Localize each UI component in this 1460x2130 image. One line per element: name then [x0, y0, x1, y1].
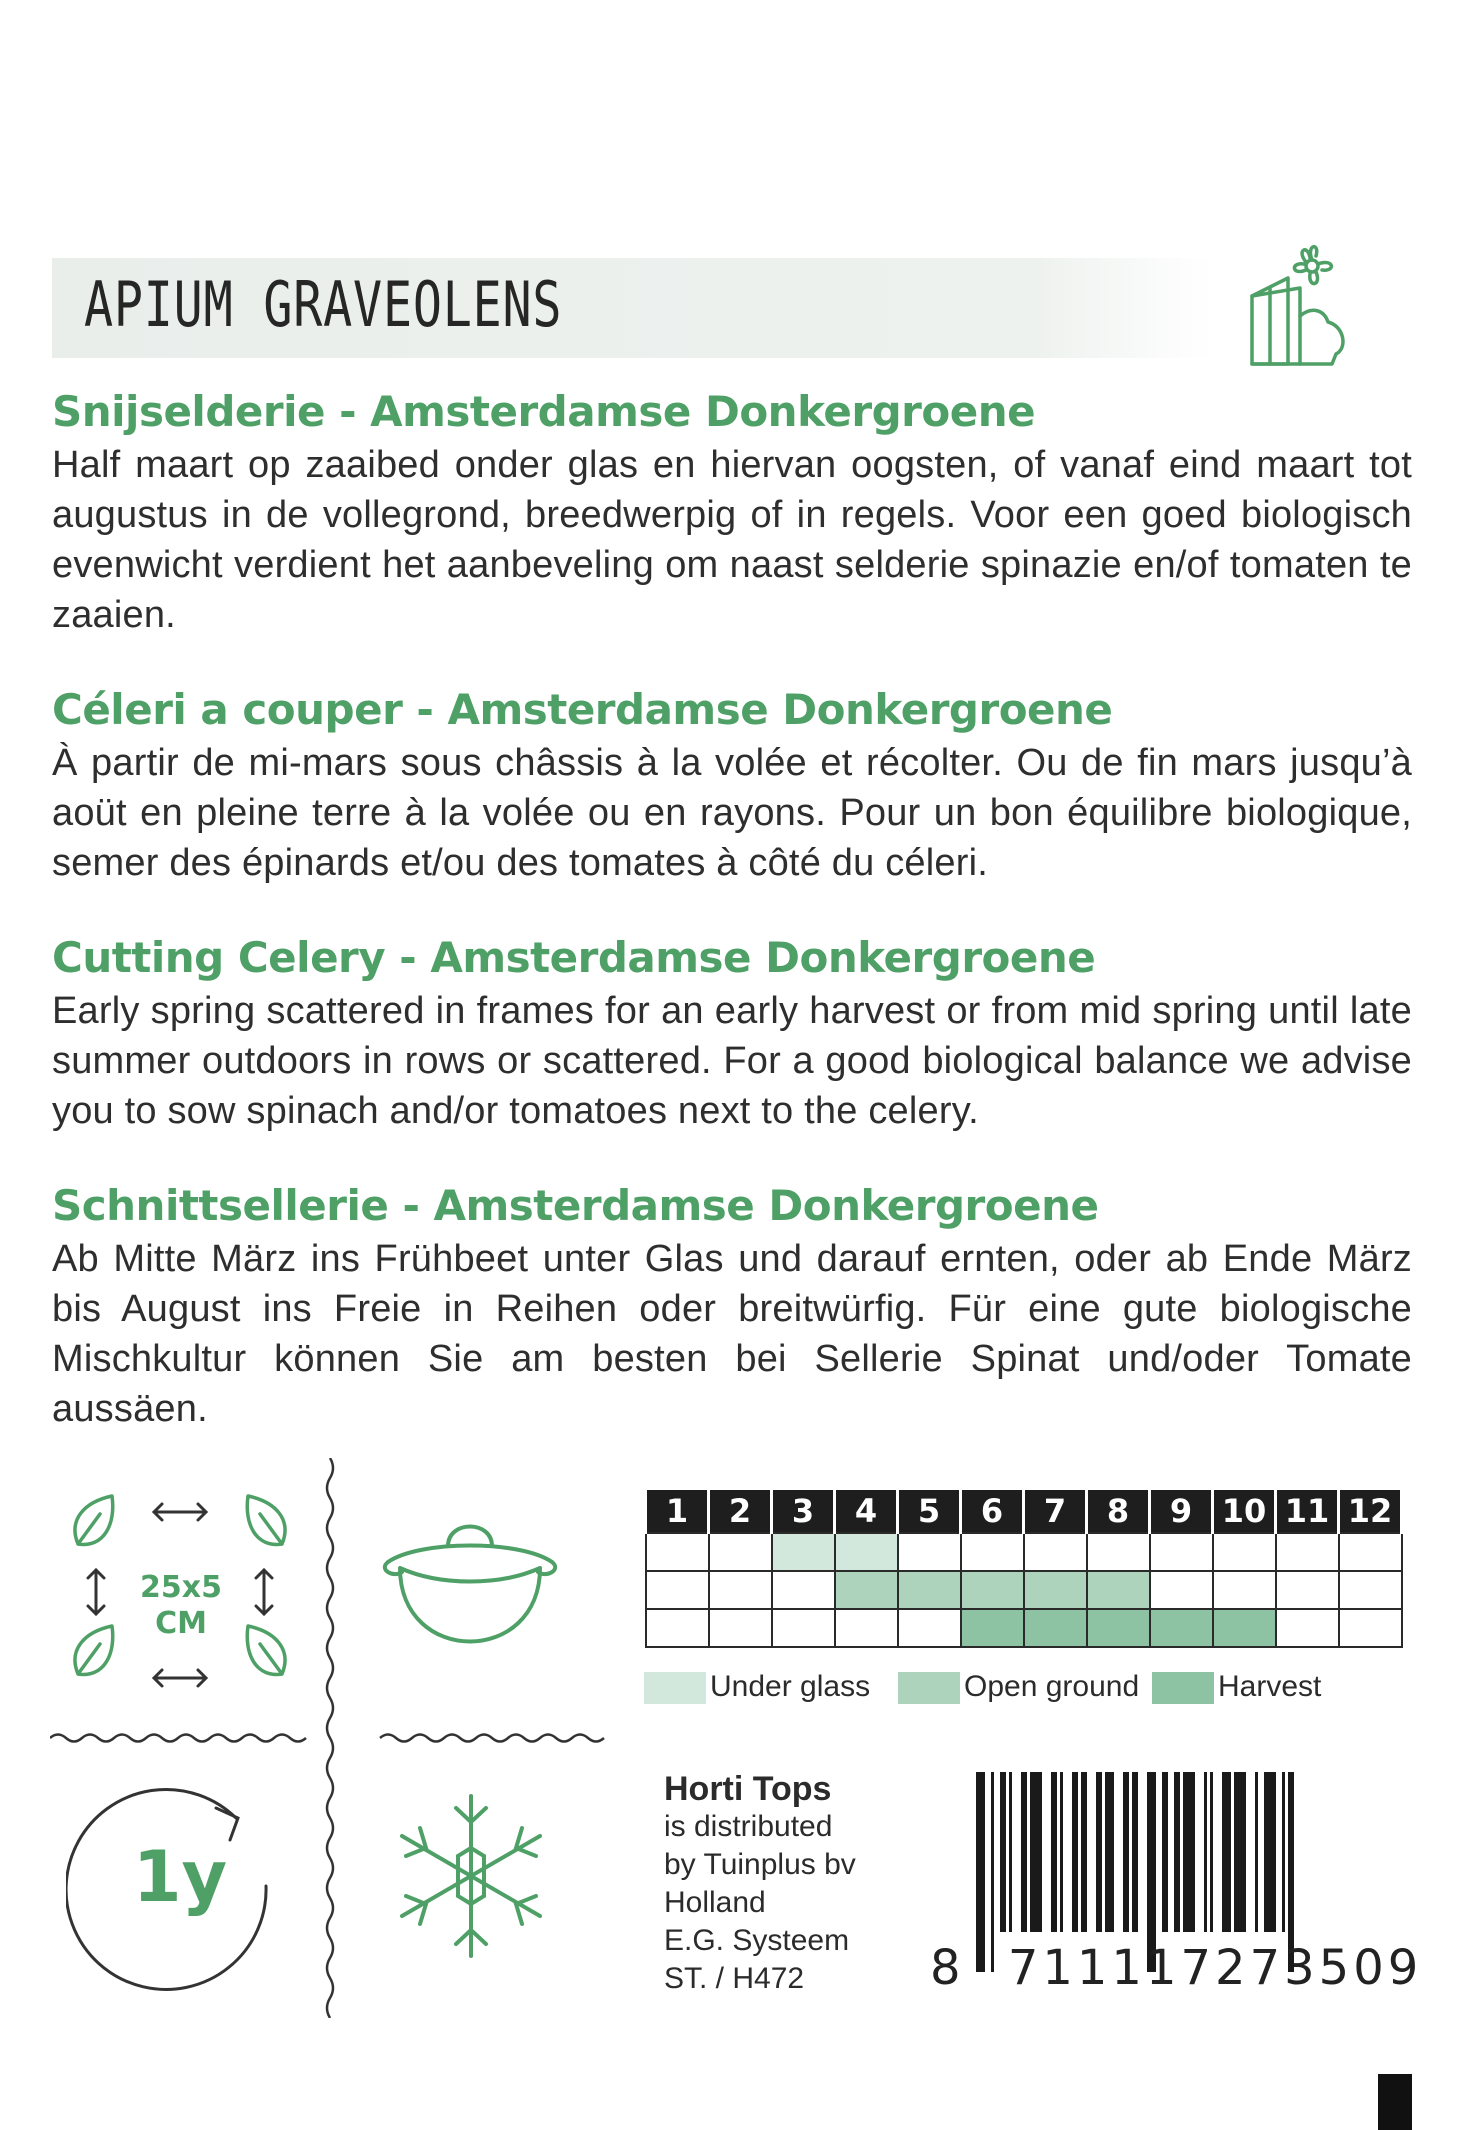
calendar-month-12: 12 — [1339, 1490, 1402, 1533]
legend-swatch-under-glass — [644, 1672, 706, 1704]
calendar-cell — [898, 1571, 961, 1609]
spacing-label-top: 25x5 — [140, 1570, 222, 1605]
calendar-cell — [1339, 1609, 1402, 1647]
barcode-bar — [1174, 1772, 1180, 1932]
greenhouse-flower-icon — [1240, 236, 1370, 376]
barcode-bar — [1009, 1772, 1012, 1932]
barcode-bar — [1132, 1772, 1138, 1932]
section-title-dutch: Snijselderie - Amsterdamse Donkergroene — [52, 387, 1036, 436]
calendar-cell — [1024, 1533, 1087, 1571]
section-body-german: Ab Mitte März ins Frühbeet unter Glas und darauf ernten, oder ab Ende März bis August ins Freie in Reihen oder breitwürfig. Für eine gute biologische Mischkultur können Sie am besten bei Sellerie Spinat und/oder Tomate aussäen. — [52, 1238, 1412, 1430]
calendar-cell — [1087, 1571, 1150, 1609]
barcode-bar — [1162, 1772, 1168, 1932]
section-body-french: À partir de mi-mars sous châssis à la volée et récolter. Ou de fin mars jusqu’à aoüt en pleine terre à la volée ou en rayons. Pour un bon équilibre biologique, semer des épinards et/ou des tomates à côté du céleri. — [52, 742, 1412, 884]
calendar-cell — [1339, 1571, 1402, 1609]
calendar-month-5: 5 — [898, 1490, 961, 1533]
calendar-month-9: 9 — [1150, 1490, 1213, 1533]
calendar-cell — [772, 1533, 835, 1571]
calendar-cell — [1213, 1533, 1276, 1571]
distributor-line-3: Holland — [664, 1886, 766, 1919]
legend-label-harvest: Harvest — [1218, 1670, 1322, 1703]
barcode-bar — [1123, 1772, 1129, 1932]
distributor-line-5: ST. / H472 — [664, 1962, 805, 1995]
legend-harvest — [1152, 1670, 1321, 1704]
legend-under-glass — [644, 1670, 870, 1704]
barcode-bar — [1030, 1772, 1042, 1932]
calendar-month-2: 2 — [709, 1490, 772, 1533]
snowflake-icon — [386, 1786, 556, 1966]
calendar-month-10: 10 — [1213, 1490, 1276, 1533]
section-dutch — [52, 384, 1412, 640]
calendar-cell — [961, 1533, 1024, 1571]
lifecycle-label: 1y — [132, 1836, 228, 1918]
section-french — [52, 682, 1412, 888]
calendar-cell — [1150, 1533, 1213, 1571]
legend-label-open-ground: Open ground — [964, 1670, 1140, 1703]
calendar-cell — [646, 1609, 709, 1647]
calendar-cell — [1213, 1571, 1276, 1609]
barcode-bar — [1183, 1772, 1195, 1932]
barcode-bar — [1072, 1772, 1078, 1932]
calendar-month-1: 1 — [646, 1490, 709, 1533]
calendar-cell — [772, 1609, 835, 1647]
calendar-month-6: 6 — [961, 1490, 1024, 1533]
calendar-cell — [1150, 1609, 1213, 1647]
pot-icon — [380, 1516, 560, 1676]
latin-name: APIUM GRAVEOLENS — [84, 268, 563, 341]
calendar-cell — [1087, 1609, 1150, 1647]
legend-swatch-harvest — [1152, 1672, 1214, 1704]
barcode-bar — [1081, 1772, 1087, 1932]
distributor-line-4: E.G. Systeem — [664, 1924, 850, 1957]
calendar-month-8: 8 — [1087, 1490, 1150, 1533]
calendar-cell — [1024, 1571, 1087, 1609]
barcode-number — [930, 1940, 1422, 1996]
barcode-bar — [1222, 1772, 1231, 1932]
barcode-bar — [1210, 1772, 1213, 1932]
calendar-cell — [646, 1571, 709, 1609]
divider-horizontal — [50, 1728, 610, 1748]
calendar-row-under-glass — [646, 1533, 1402, 1571]
corner-mark — [1378, 2074, 1412, 2130]
barcode-bar — [1060, 1772, 1063, 1932]
section-german — [52, 1178, 1412, 1434]
calendar-month-4: 4 — [835, 1490, 898, 1533]
calendar-cell — [961, 1571, 1024, 1609]
barcode-bar — [1204, 1772, 1207, 1932]
calendar-cell — [835, 1533, 898, 1571]
calendar-cell — [1276, 1571, 1339, 1609]
barcode-digits-right: 273509 — [1215, 1940, 1423, 1996]
sowing-calendar — [644, 1490, 1403, 1648]
section-title-english: Cutting Celery - Amsterdamse Donkergroene — [52, 933, 1096, 982]
calendar-cell — [1150, 1571, 1213, 1609]
calendar-cell — [772, 1571, 835, 1609]
barcode-bar — [1255, 1772, 1258, 1932]
spacing-label-bottom: CM — [155, 1606, 207, 1641]
calendar-cell — [1024, 1609, 1087, 1647]
legend-swatch-open-ground — [898, 1672, 960, 1704]
section-english — [52, 930, 1412, 1136]
calendar-cell — [646, 1533, 709, 1571]
calendar-month-3: 3 — [772, 1490, 835, 1533]
barcode-bar — [1021, 1772, 1027, 1932]
barcode-bar — [1234, 1772, 1246, 1932]
section-title-french: Céleri a couper - Amsterdamse Donkergroene — [52, 685, 1113, 734]
calendar-cell — [1339, 1533, 1402, 1571]
calendar-cell — [1276, 1533, 1339, 1571]
calendar-cell — [709, 1571, 772, 1609]
calendar-cell — [1087, 1533, 1150, 1571]
brand-name: Horti Tops — [664, 1770, 832, 1808]
barcode-bar — [1282, 1772, 1285, 1932]
calendar-cell — [898, 1533, 961, 1571]
calendar-cell — [898, 1609, 961, 1647]
barcode-bar — [1051, 1772, 1057, 1932]
calendar-cell — [1213, 1609, 1276, 1647]
distributor-line-2: by Tuinplus bv — [664, 1848, 856, 1881]
calendar-row-open-ground — [646, 1571, 1402, 1609]
calendar-cell — [709, 1609, 772, 1647]
section-body-english: Early spring scattered in frames for an early harvest or from mid spring until late summer outdoors in rows or scattered. For a good biological balance we advise you to sow spinach and/or tomatoes next to the celery. — [52, 990, 1412, 1132]
distributor-line-1: is distributed — [664, 1810, 833, 1843]
calendar-cell — [709, 1533, 772, 1571]
legend-open-ground — [898, 1670, 1139, 1704]
legend-label-under-glass: Under glass — [710, 1670, 871, 1703]
calendar-cell — [1276, 1609, 1339, 1647]
barcode-bar — [1000, 1772, 1006, 1932]
calendar-cell — [835, 1609, 898, 1647]
section-title-german: Schnittsellerie - Amsterdamse Donkergroene — [52, 1181, 1099, 1230]
section-body-dutch: Half maart op zaaibed onder glas en hiervan oogsten, of vanaf eind maart tot augustus in de vollegrond, breedwerpig of in regels. Voor een goed biologisch evenwicht verdient het aanbeveling om naast selderie spinazie en/of tomaten te zaaien. — [52, 444, 1412, 636]
barcode-bar — [1096, 1772, 1102, 1932]
distributor-info — [664, 1770, 856, 1998]
calendar-cell — [961, 1609, 1024, 1647]
calendar-month-11: 11 — [1276, 1490, 1339, 1533]
barcode-bar — [1264, 1772, 1276, 1932]
calendar-row-harvest — [646, 1609, 1402, 1647]
calendar-month-7: 7 — [1024, 1490, 1087, 1533]
barcode-digits-left: 711117 — [1007, 1940, 1216, 1996]
barcode-digit-first: 8 — [930, 1940, 965, 1996]
calendar-cell — [835, 1571, 898, 1609]
barcode-bar — [1105, 1772, 1114, 1932]
plant-spacing-icon — [60, 1484, 300, 1704]
